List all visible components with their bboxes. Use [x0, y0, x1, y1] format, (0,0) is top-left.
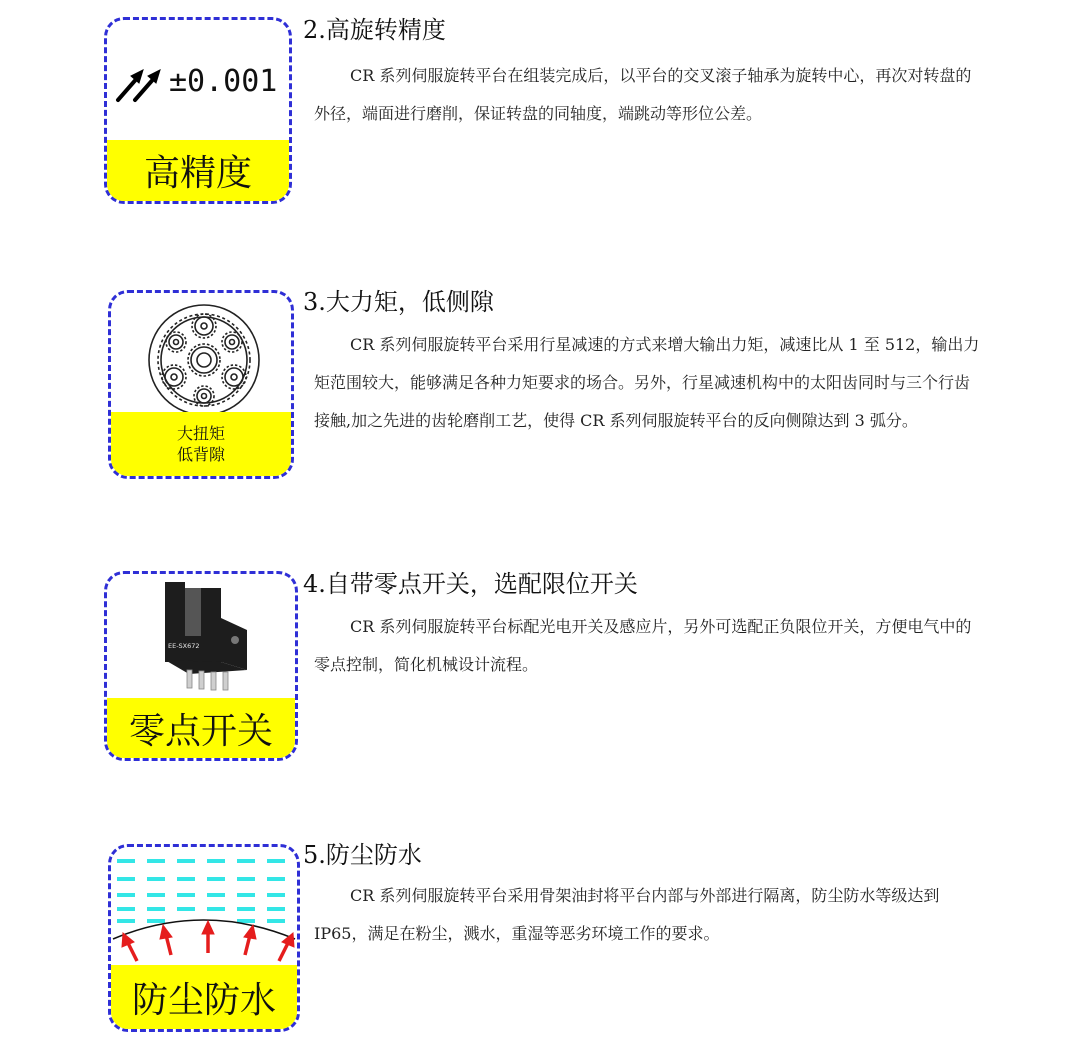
card-label-line2: 低背隙	[176, 445, 225, 464]
section-paragraph: CR 系列伺服旋转平台采用骨架油封将平台内部与外部进行隔离，防尘防水等级达到 IP65，满足在粉尘，溅水，重湿等恶劣环境工作的要求。	[314, 886, 940, 943]
card-label: 高精度	[107, 140, 289, 201]
section-title: 5.防尘防水	[303, 841, 422, 869]
section-title: 3.大力矩，低侧隙	[303, 288, 494, 316]
torque-card	[108, 290, 294, 479]
waterproof-card	[108, 844, 300, 1032]
card-label: 防尘防水	[111, 965, 297, 1029]
card-label-line1: 大扭矩	[176, 424, 225, 443]
device-marking: EE-SX672	[168, 642, 200, 650]
planetary-gear-icon	[146, 302, 262, 422]
section-paragraph: CR 系列伺服旋转平台在组装完成后，以平台的交叉滚子轴承为旋转中心，再次对转盘的外径，端面进行磨削，保证转盘的同轴度，端跳动等形位公差。	[314, 66, 972, 123]
section-title: 2.高旋转精度	[303, 16, 446, 44]
precision-card	[104, 17, 292, 204]
card-label	[111, 412, 291, 476]
photoelectric-switch-icon	[159, 578, 251, 700]
zero-switch-card	[104, 571, 298, 761]
water-barrier-icon	[111, 855, 297, 971]
section-paragraph: CR 系列伺服旋转平台标配光电开关及感应片，另外可选配正负限位开关，方便电气中的零点控制，简化机械设计流程。	[314, 617, 972, 674]
precision-value: ±0.001	[169, 64, 278, 99]
double-arrow-icon	[115, 64, 171, 108]
section-paragraph: CR 系列伺服旋转平台采用行星减速的方式来增大输出力矩，减速比从 1 至 512，输出力矩范围较大，能够满足各种力矩要求的场合。另外，行星减速机构中的太阳齿同时与三个行齿接触,加之先进的齿轮磨削工艺，使得 CR 系列伺服旋转平台的反向侧隙达到 3 弧分。	[314, 335, 980, 430]
section-title: 4.自带零点开关，选配限位开关	[303, 570, 638, 598]
card-label: 零点开关	[107, 698, 295, 758]
